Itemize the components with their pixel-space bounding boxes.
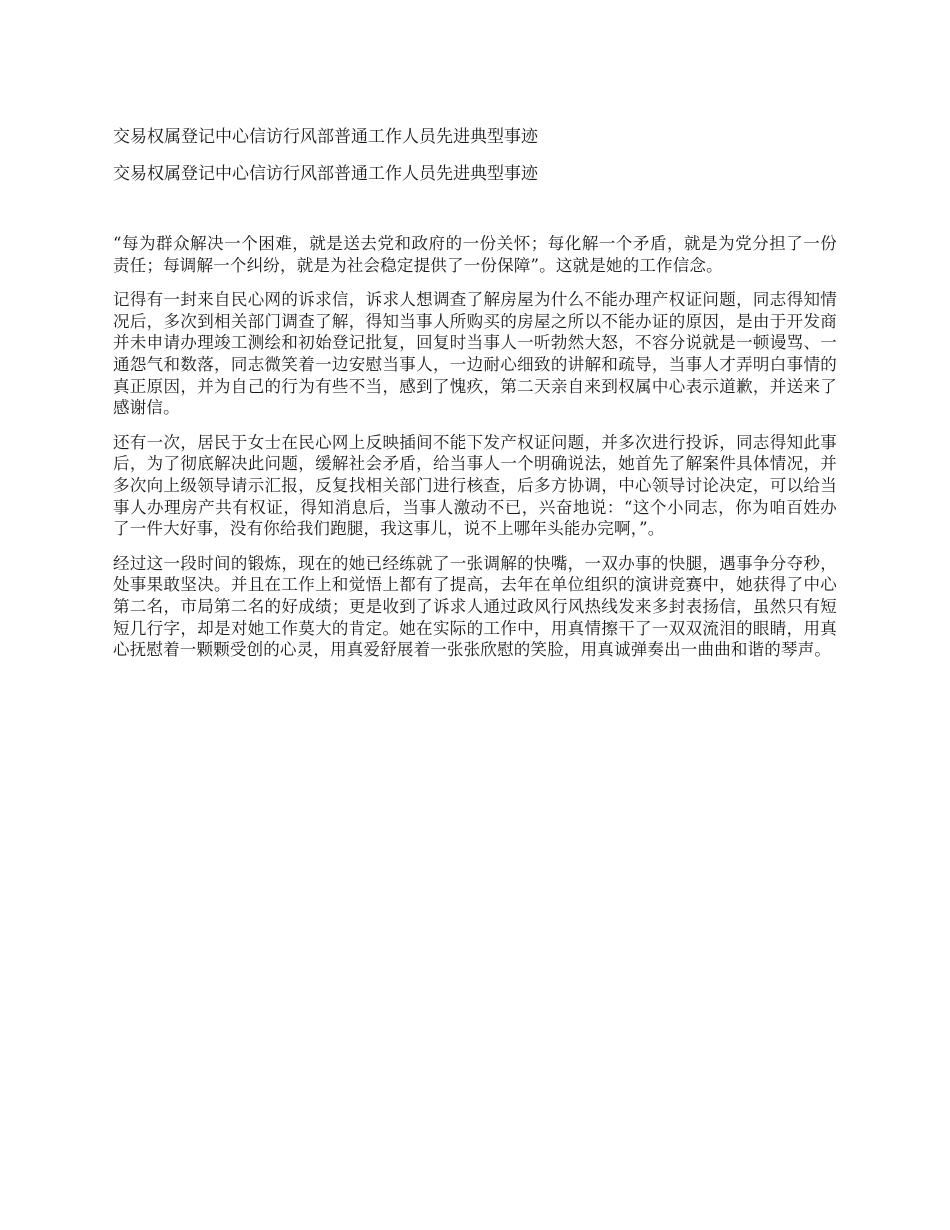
paragraph-property-certificate: 还有一次，居民于女士在民心网上反映插间不能下发产权证问题，并多次进行投诉，同志得知此事后，为了彻底解决此问题，缓解社会矛盾，给当事人一个明确说法，她首先了解案件具体情况，并多次向上级领导请示汇报，反复找相关部门进行核查，后多方协调，中心领导讨论决定，可以给当事人办理房产共有权证，得知消息后，当事人激动不已，兴奋地说：“这个小同志，你为咱百姓办了一件大好事，没有你给我们跑腿，我这事儿，说不上哪年头能办完啊，”。 (113, 432, 837, 539)
paragraph-complaint-letter: 记得有一封来自民心网的诉求信，诉求人想调查了解房屋为什么不能办理产权证问题，同志得知情况后，多次到相关部门调查了解，得知当事人所购买的房屋之所以不能办证的原因，是由于开发商并未申请办理竣工测绘和初始登记批复，回复时当事人一听勃然大怒，不容分说就是一顿谩骂、一通怨气和数落，同志微笑着一边安慰当事人，一边耐心细致的讲解和疏导，当事人才弄明白事情的真正原因，并为自己的行为有些不当，感到了愧疚，第二天亲自来到权属中心表示道歉，并送来了感谢信。 (113, 290, 837, 418)
paragraph-work-belief: “每为群众解决一个困难，就是送去党和政府的一份关怀；每化解一个矛盾，就是为党分担了一份责任；每调解一个纠纷，就是为社会稳定提供了一份保障”。这就是她的工作信念。 (113, 234, 837, 275)
document-title: 交易权属登记中心信访行风部普通工作人员先进典型事迹 (113, 127, 538, 147)
document-body (113, 233, 837, 674)
paragraph-achievements: 经过这一段时间的锻炼，现在的她已经练就了一张调解的快嘴，一双办事的快腿，遇事争分夺秒，处事果敢坚决。并且在工作上和觉悟上都有了提高，去年在单位组织的演讲竞赛中，她获得了中心第二名，市局第二名的好成绩；更是收到了诉求人通过政风行风热线发来多封表扬信，虽然只有短短几行字，却是对她工作莫大的肯定。她在实际的工作中，用真情擦干了一双双流泪的眼睛，用真心抚慰着一颗颗受创的心灵，用真爱舒展着一张张欣慰的笑脸，用真诚弹奏出一曲曲和谐的琴声。 (113, 553, 837, 660)
document-subtitle: 交易权属登记中心信访行风部普通工作人员先进典型事迹 (113, 164, 538, 184)
